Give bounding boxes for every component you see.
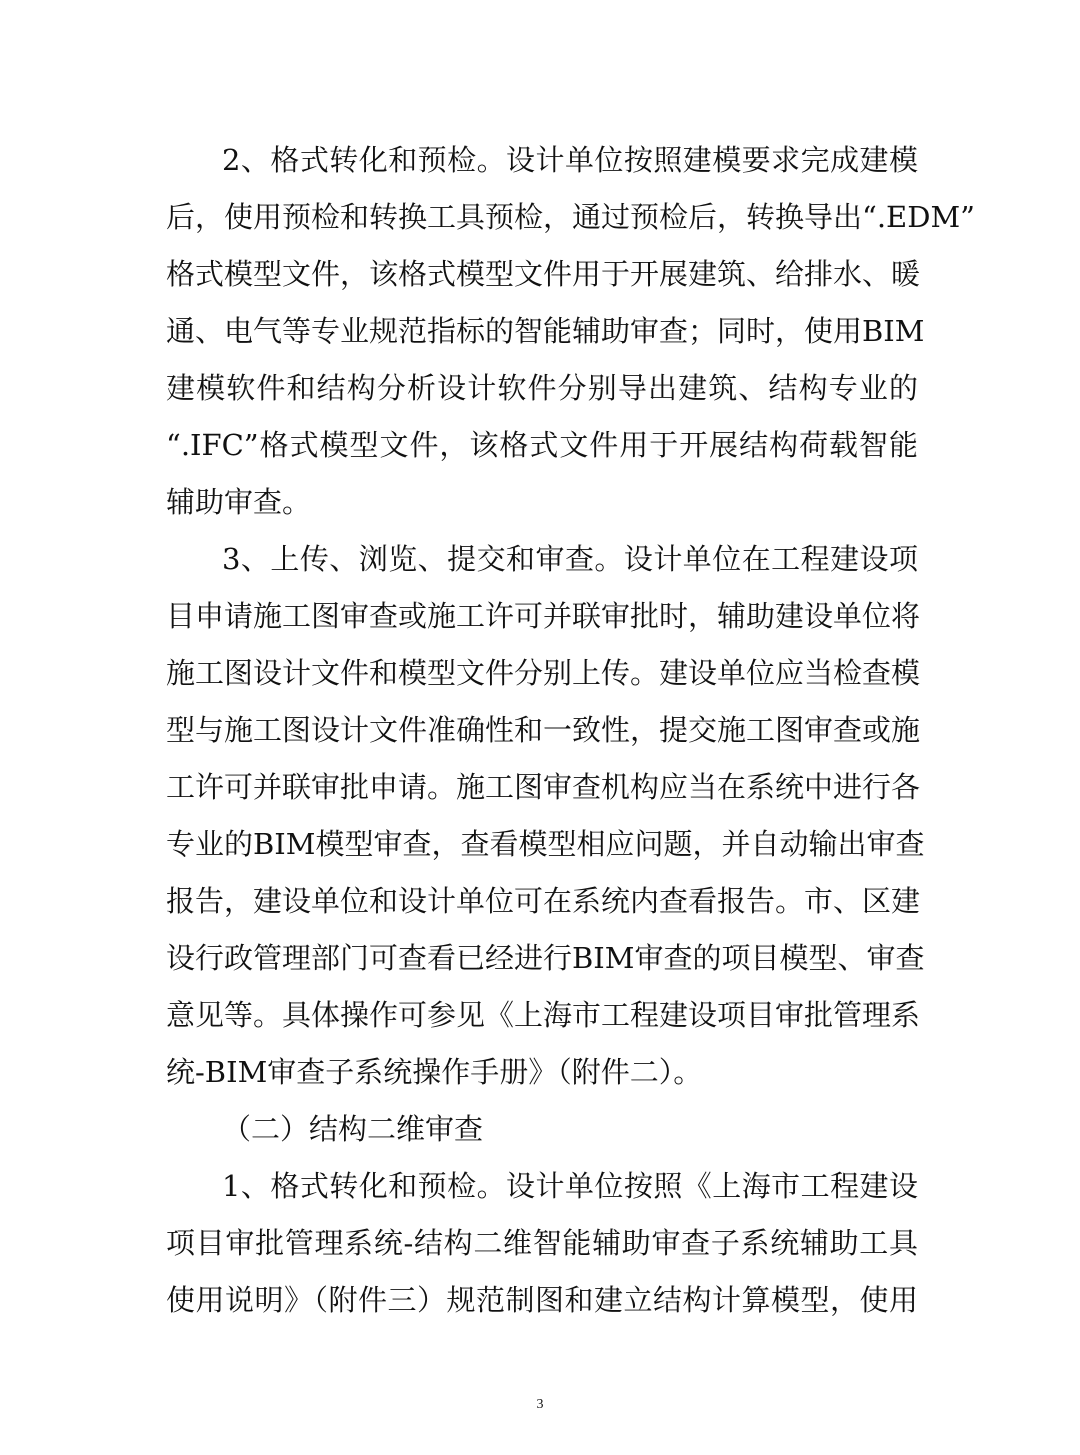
paragraph-line: 目申请施工图审查或施工许可并联审批时，辅助建设单位将	[166, 599, 921, 633]
paragraph-line: 格式模型文件，该格式模型文件用于开展建筑、给排水、暖	[166, 257, 921, 291]
paragraph-line: 辅助审查。	[166, 485, 312, 519]
paragraph-line: 专业的BIM模型审查，查看模型相应问题，并自动输出审查	[166, 827, 925, 861]
paragraph-line: 施工图设计文件和模型文件分别上传。建设单位应当检查模	[166, 656, 921, 690]
paragraph-line: 1、格式转化和预检。设计单位按照《上海市工程建设	[222, 1169, 918, 1203]
paragraph-line: 意见等。具体操作可参见《上海市工程建设项目审批管理系	[166, 998, 921, 1032]
paragraph-line: 通、电气等专业规范指标的智能辅助审查；同时，使用BIM	[166, 314, 925, 348]
paragraph-line: 项目审批管理系统-结构二维智能辅助审查子系统辅助工具	[166, 1226, 918, 1260]
paragraph-line: 工许可并联审批申请。施工图审查机构应当在系统中进行各	[166, 770, 921, 804]
paragraph-line: 报告，建设单位和设计单位可在系统内查看报告。市、区建	[166, 884, 921, 918]
paragraph-line: 使用说明》（附件三）规范制图和建立结构计算模型，使用	[166, 1283, 918, 1317]
paragraph-line: 3、上传、浏览、提交和审查。设计单位在工程建设项	[222, 542, 918, 576]
paragraph-line: 统-BIM审查子系统操作手册》（附件二）。	[166, 1055, 703, 1089]
paragraph-line: 2、格式转化和预检。设计单位按照建模要求完成建模	[222, 143, 918, 177]
paragraph-line: 建模软件和结构分析设计软件分别导出建筑、结构专业的	[166, 371, 918, 405]
paragraph-line: 设行政管理部门可查看已经进行BIM审查的项目模型、审查	[166, 941, 925, 975]
section-heading: （二）结构二维审查	[222, 1112, 484, 1146]
paragraph-line: 型与施工图设计文件准确性和一致性，提交施工图审查或施	[166, 713, 921, 747]
paragraph-line: 后，使用预检和转换工具预检，通过预检后，转换导出“.EDM”	[166, 200, 975, 234]
page-number: 3	[536, 1397, 544, 1412]
paragraph-line: “.IFC”格式模型文件，该格式文件用于开展结构荷载智能	[166, 428, 918, 462]
